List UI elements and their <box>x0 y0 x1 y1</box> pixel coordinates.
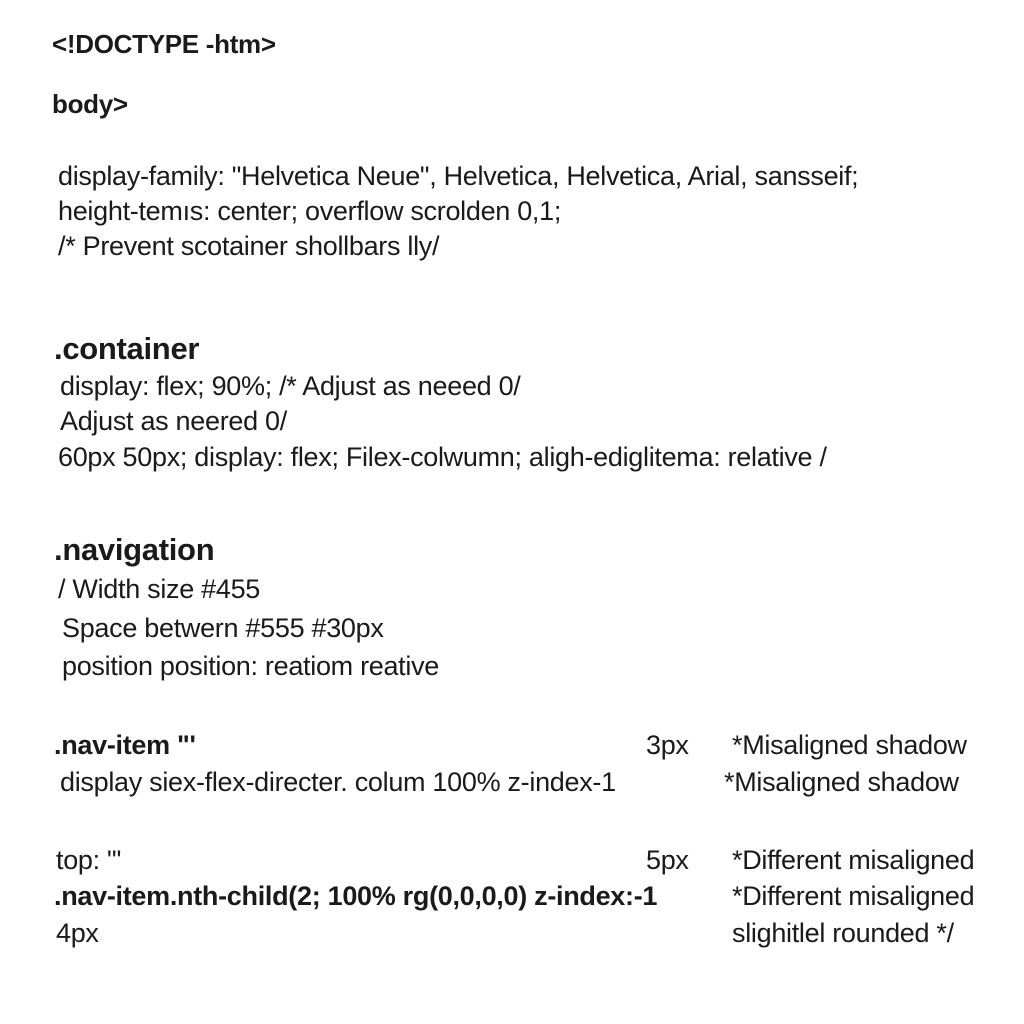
nav-item-child-selector-line: .nav-item.nth-child(2; 100% rg(0,0,0,0) z-index:-1 <box>54 881 658 911</box>
nav-item-comment: *Misaligned shadow <box>724 767 959 797</box>
nav-item-declaration-line: display siex-flex-directer. colum 100% z-index-1 <box>60 767 616 797</box>
navigation-declaration-line: position position: reatiom reative <box>62 651 440 681</box>
container-declaration-line: Adjust as neered 0/ <box>60 406 287 436</box>
nav-item-comment: *Misaligned shadow <box>732 730 967 760</box>
body-declaration-line: height-temıs: center; overflow scrolden 0,1; <box>58 196 562 226</box>
navigation-declaration-line: Space betwern #555 #30px <box>62 613 384 643</box>
nav-item-child-comment: *Different misaligned <box>732 845 975 875</box>
container-selector: .container <box>54 331 200 366</box>
navigation-selector: .navigation <box>54 532 215 567</box>
body-comment-line: /* Prevent scotainer shollbars lly/ <box>58 231 440 261</box>
doctype-line: <!DOCTYPE -htm> <box>52 29 276 59</box>
nav-item-selector: .nav-item "' <box>54 730 196 760</box>
nav-item-value: 3px <box>646 730 689 760</box>
container-declaration-line: display: flex; 90%; /* Adjust as neeed 0/ <box>60 371 521 401</box>
nav-item-child-footer-value: 4px <box>56 918 99 948</box>
body-selector: body> <box>52 89 128 119</box>
nav-item-child-comment: slighitlel rounded */ <box>732 918 954 948</box>
navigation-declaration-line: / Width size #455 <box>58 574 261 604</box>
body-declaration-line: display-family: "Helvetica Neue", Helvetica, Helvetica, Arial, sansseif; <box>58 161 859 191</box>
container-declaration-line: 60px 50px; display: flex; Filex-colwumn; aligh-ediglitema: relative / <box>58 442 827 472</box>
nav-item-child-comment: *Different misaligned <box>732 881 975 911</box>
nav-item-child-value: 5px <box>646 845 689 875</box>
top-declaration-line: top: "' <box>56 845 122 875</box>
